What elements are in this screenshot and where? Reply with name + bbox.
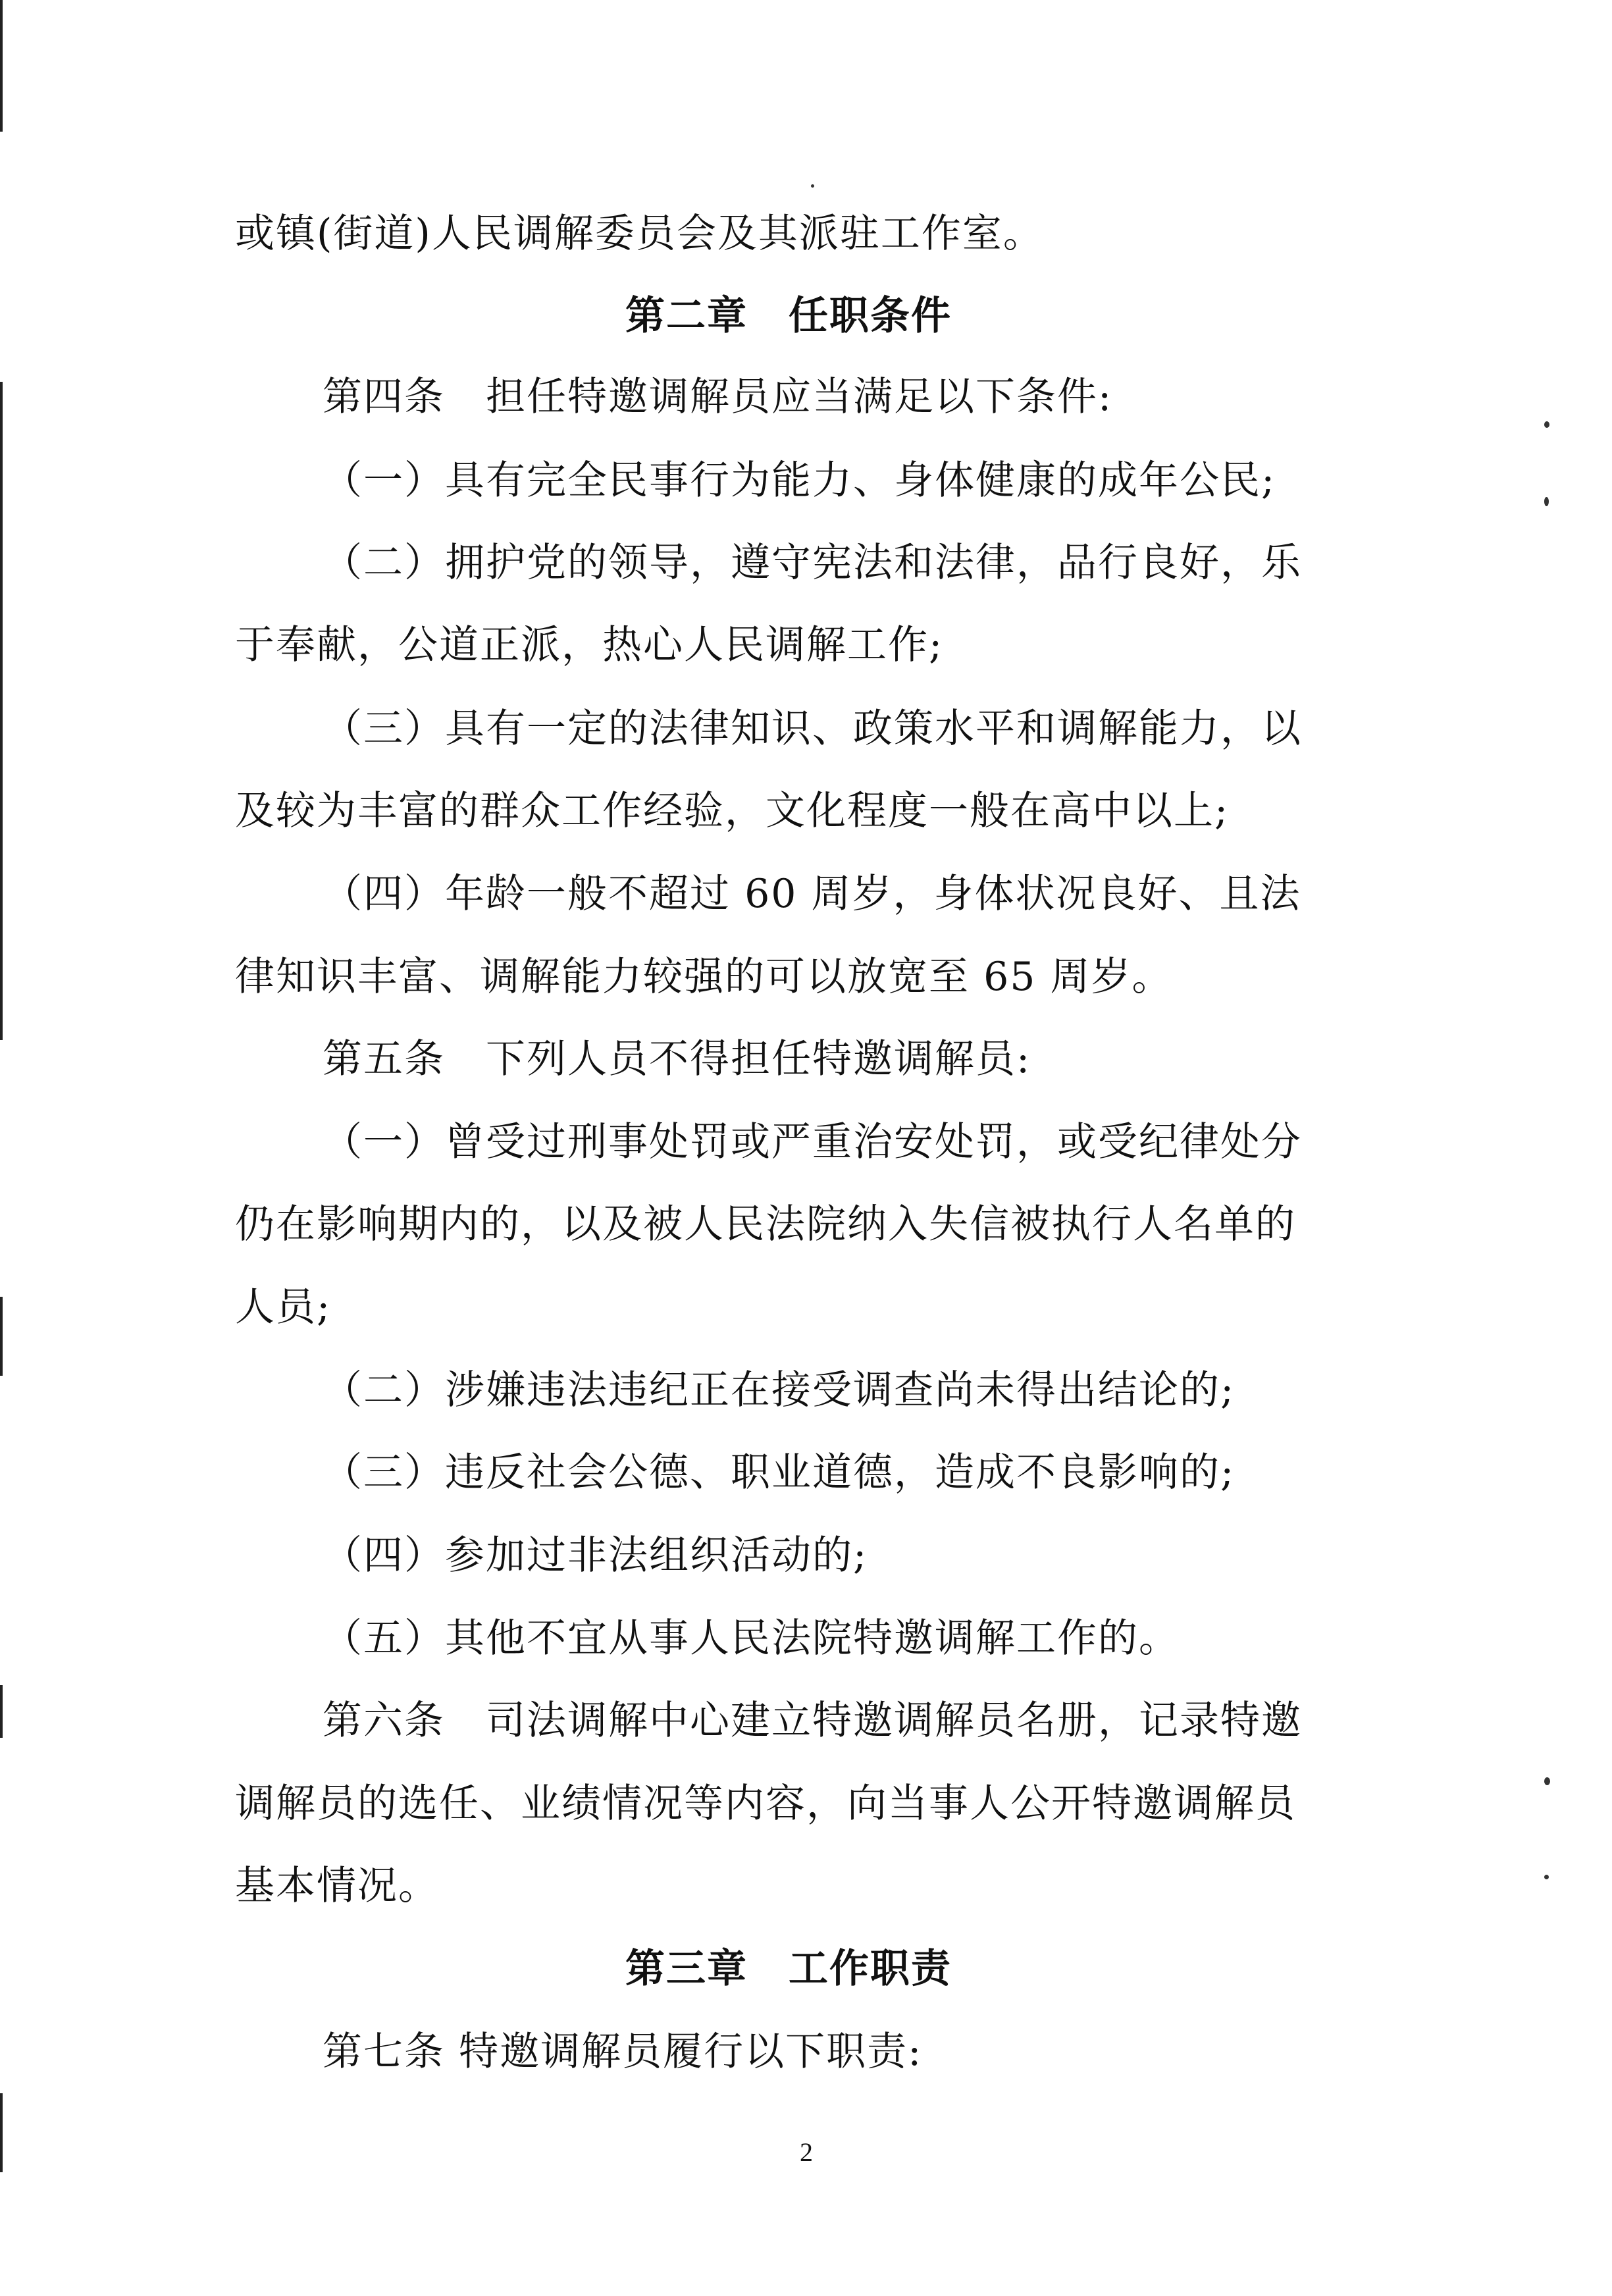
text-line: （四）参加过非法组织活动的; <box>323 1532 868 1578</box>
text-line: （三）违反社会公德、职业道德，造成不良影响的; <box>323 1449 1235 1496</box>
chapter-heading: 第三章 工作职责 <box>625 1946 952 1992</box>
scan-speck <box>1544 421 1549 428</box>
scan-speck <box>811 184 814 188</box>
scan-edge-mark <box>0 1685 3 1738</box>
scan-speck <box>1544 497 1549 506</box>
scan-edge-mark <box>0 2093 3 2172</box>
text-line: （三）具有一定的法律知识、政策水平和调解能力，以 <box>323 706 1302 752</box>
text-line: （四）年龄一般不超过 60 周岁，身体状况良好、且法 <box>323 871 1301 917</box>
scan-edge-mark <box>0 1297 3 1376</box>
article-line: 第四条 担任特邀调解员应当满足以下条件: <box>323 374 1113 420</box>
article-line: 第五条 下列人员不得担任特邀调解员: <box>323 1036 1031 1082</box>
text-line: 于奉献，公道正派，热心人民调解工作; <box>235 622 944 668</box>
text-line: 或镇(街道)人民调解委员会及其派驻工作室。 <box>235 211 1044 257</box>
text-line: （一）具有完全民事行为能力、身体健康的成年公民; <box>323 457 1276 504</box>
text-line: 仍在影响期内的，以及被人民法院纳入失信被执行人名单的 <box>235 1201 1296 1247</box>
article-line: 第六条 司法调解中心建立特邀调解员名册，记录特邀 <box>323 1698 1302 1744</box>
text-line: 调解员的选任、业绩情况等内容，向当事人公开特邀调解员 <box>235 1781 1296 1827</box>
scan-edge-mark <box>0 382 3 1040</box>
chapter-heading: 第二章 任职条件 <box>625 293 952 339</box>
scan-edge-mark <box>0 0 3 132</box>
text-line: （一）曾受过刑事处罚或严重治安处罚，或受纪律处分 <box>323 1119 1302 1165</box>
scan-speck <box>1544 1875 1549 1879</box>
text-line: （二）拥护党的领导，遵守宪法和法律，品行良好，乐 <box>323 540 1302 586</box>
text-line: 律知识丰富、调解能力较强的可以放宽至 65 周岁。 <box>235 954 1173 1000</box>
text-line: 人员; <box>235 1284 332 1330</box>
scan-speck <box>1544 1777 1550 1785</box>
page-number: 2 <box>800 2137 813 2167</box>
article-line: 第七条 特邀调解员履行以下职责: <box>323 2029 923 2075</box>
text-line: （五）其他不宜从事人民法院特邀调解工作的。 <box>323 1615 1180 1661</box>
text-line: （二）涉嫌违法违纪正在接受调查尚未得出结论的; <box>323 1367 1235 1413</box>
text-line: 及较为丰富的群众工作经验，文化程度一般在高中以上; <box>235 788 1230 834</box>
text-line: 基本情况。 <box>235 1863 439 1909</box>
